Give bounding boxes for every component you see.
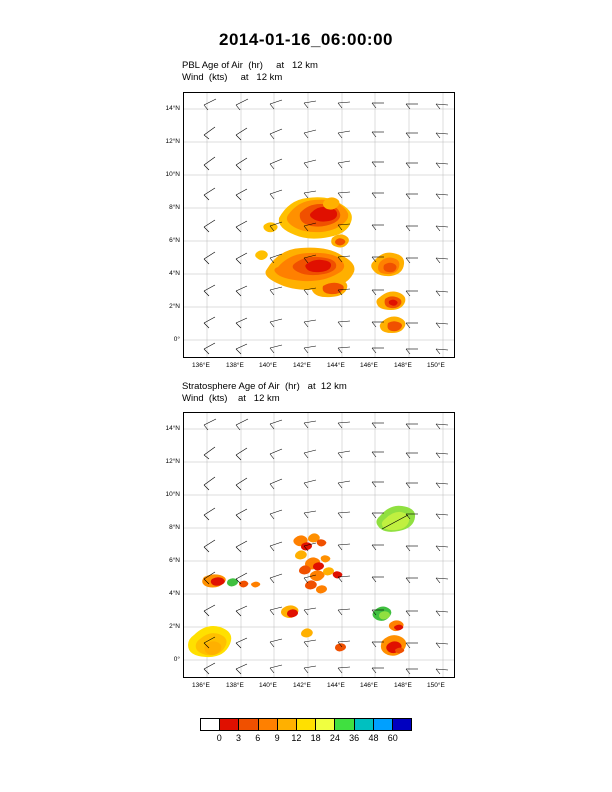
colorbar-swatch-1 — [220, 719, 239, 730]
colorbar-tick-48: 48 — [368, 733, 379, 743]
panel2-ytick-10N: 10°N — [165, 491, 180, 498]
panel2-ytick-8N: 8°N — [169, 524, 180, 531]
panel1-xtick-136E: 136°E — [192, 362, 210, 369]
panel2-xtick-148E: 148°E — [394, 682, 412, 689]
panel2-ytick-12N: 12°N — [165, 458, 180, 465]
panel1-ytick-6N: 6°N — [169, 237, 180, 244]
colorbar-swatches — [200, 718, 412, 731]
panel1-ytick-12N: 12°N — [165, 138, 180, 145]
colorbar-tick-60: 60 — [387, 733, 398, 743]
panel1-xtick-142E: 142°E — [293, 362, 311, 369]
panel1-caption-line2: Wind (kts) at 12 km — [182, 72, 283, 83]
colorbar-tick-0: 0 — [216, 733, 222, 743]
panel2-caption-line2: Wind (kts) at 12 km — [182, 393, 280, 404]
panel1-xtick-138E: 138°E — [226, 362, 244, 369]
panel2-xtick-138E: 138°E — [226, 682, 244, 689]
colorbar-tick-9: 9 — [274, 733, 280, 743]
panel1-ytick-0: 0° — [173, 336, 180, 343]
colorbar-swatch-2 — [239, 719, 258, 730]
colorbar-swatch-9 — [374, 719, 393, 730]
panel2-xtick-140E: 140°E — [259, 682, 277, 689]
panel-pbl-age-of-air — [183, 92, 455, 358]
panel2-caption-line1: Stratosphere Age of Air (hr) at 12 km — [182, 381, 347, 392]
panel2-ytick-2N: 2°N — [169, 623, 180, 630]
panel1-ytick-10N: 10°N — [165, 171, 180, 178]
colorbar-swatch-7 — [335, 719, 354, 730]
panel2-ytick-6N: 6°N — [169, 557, 180, 564]
colorbar-tick-12: 12 — [291, 733, 302, 743]
panel1-ytick-8N: 8°N — [169, 204, 180, 211]
colorbar-tick-6: 6 — [255, 733, 261, 743]
colorbar-swatch-0 — [201, 719, 220, 730]
panel2-ytick-4N: 4°N — [169, 590, 180, 597]
panel1-ytick-2N: 2°N — [169, 303, 180, 310]
colorbar-tick-3: 3 — [236, 733, 242, 743]
panel2-xtick-142E: 142°E — [293, 682, 311, 689]
colorbar-tick-36: 36 — [349, 733, 360, 743]
page-title: 2014-01-16_06:00:00 — [219, 30, 393, 49]
colorbar-swatch-6 — [316, 719, 335, 730]
colorbar-swatch-3 — [259, 719, 278, 730]
panel2-xtick-150E: 150°E — [427, 682, 445, 689]
panel1-xtick-146E: 146°E — [360, 362, 378, 369]
colorbar — [200, 718, 412, 752]
panel1-xtick-144E: 144°E — [327, 362, 345, 369]
panel2-xtick-146E: 146°E — [360, 682, 378, 689]
panel2-xtick-136E: 136°E — [192, 682, 210, 689]
colorbar-swatch-8 — [355, 719, 374, 730]
colorbar-tick-18: 18 — [310, 733, 321, 743]
colorbar-swatch-10 — [393, 719, 411, 730]
panel1-xtick-148E: 148°E — [394, 362, 412, 369]
panel1-ytick-14N: 14°N — [165, 105, 180, 112]
panel1-ytick-4N: 4°N — [169, 270, 180, 277]
panel1-xtick-140E: 140°E — [259, 362, 277, 369]
panel2-ytick-0: 0° — [173, 656, 180, 663]
panel2-xtick-144E: 144°E — [327, 682, 345, 689]
panel2-ytick-14N: 14°N — [165, 425, 180, 432]
colorbar-tick-24: 24 — [329, 733, 340, 743]
colorbar-swatch-4 — [278, 719, 297, 730]
colorbar-tick-labels — [200, 733, 412, 747]
panel-stratosphere-age-of-air — [183, 412, 455, 678]
panel1-xtick-150E: 150°E — [427, 362, 445, 369]
panel1-caption-line1: PBL Age of Air (hr) at 12 km — [182, 60, 318, 71]
colorbar-swatch-5 — [297, 719, 316, 730]
